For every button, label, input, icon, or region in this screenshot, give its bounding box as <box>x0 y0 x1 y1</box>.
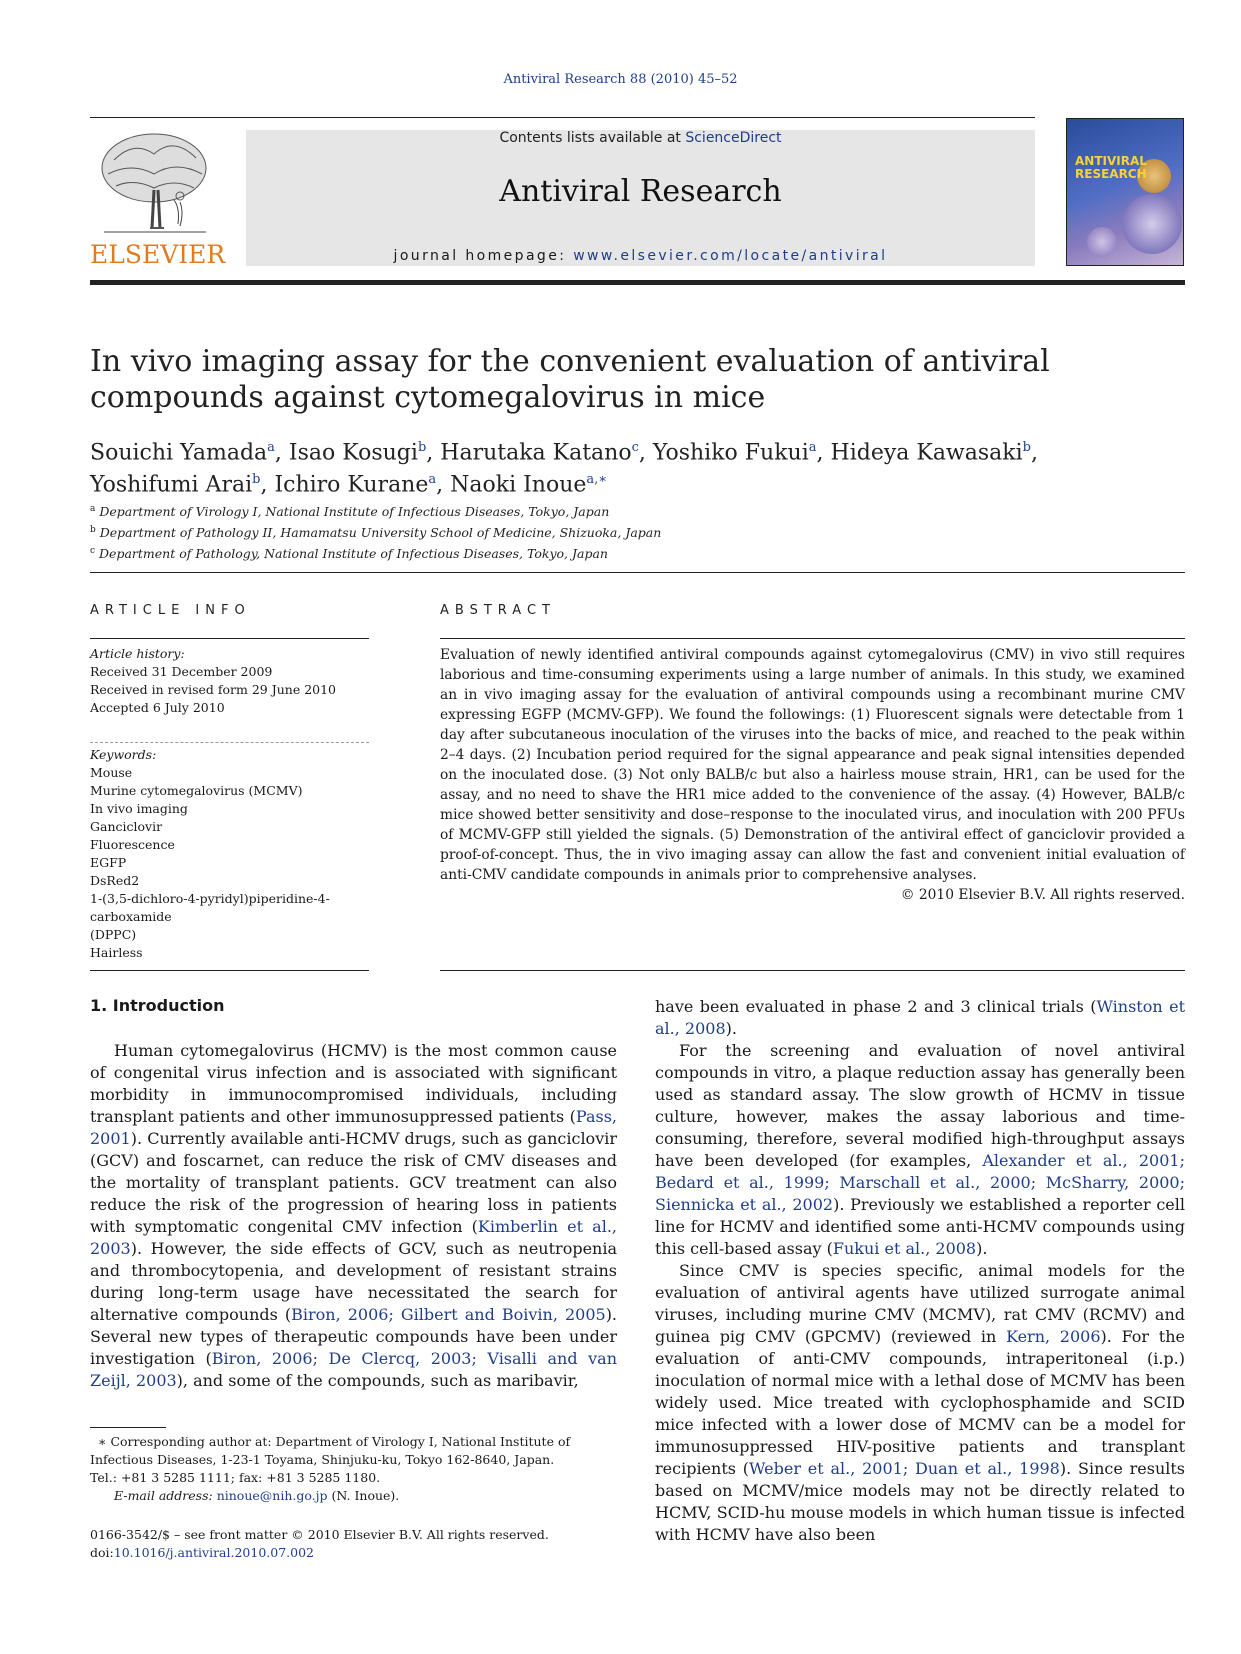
footnote-mark: ∗ <box>97 1434 107 1449</box>
citation-link[interactable]: Alexander et al., 2001; Bedard et al., 1999; Marschall et al., 2000; McSharry, 2000; Siennicka et al., 2002 <box>655 1151 1185 1214</box>
journal-title[interactable]: Antiviral Research <box>499 174 782 209</box>
cover-title: ANTIVIRAL RESEARCH <box>1075 154 1147 181</box>
elsevier-tree-icon <box>94 130 214 238</box>
citation-link[interactable]: Biron, 2006; Gilbert and Boivin, 2005 <box>291 1305 606 1324</box>
paragraph-text: ). For the evaluation of anti-CMV compounds, intraperitoneal (i.p.) inoculation of normal mice with a lethal dose of MCMV has been widely used. Mice treated with cyclophosphamide and SCID mice infected with a lower dose of MCMV can be a model for immunosuppressed HIV-positive patients and transplant recipients ( <box>655 1327 1185 1478</box>
email-label: E-mail address: <box>114 1488 217 1503</box>
doi-link[interactable]: 10.1016/j.antiviral.2010.07.002 <box>113 1545 315 1560</box>
author-name: Harutaka Katano <box>440 440 632 466</box>
keyword: Fluorescence <box>90 837 175 852</box>
author-affiliation-mark[interactable]: c <box>631 440 639 455</box>
body-paragraph <box>90 1040 617 1392</box>
body-paragraph <box>655 1040 1185 1260</box>
publisher-wordmark: ELSEVIER <box>90 240 226 269</box>
abstract-end-rule <box>440 970 1185 971</box>
paragraph-text: ), and some of the compounds, such as maribavir, <box>176 1371 579 1390</box>
corresponding-footnote <box>90 1433 617 1505</box>
history-item: Received in revised form 29 June 2010 <box>90 682 337 697</box>
article-info-end-rule <box>90 970 369 971</box>
author-separator: , <box>1030 440 1038 466</box>
author-affiliation-mark[interactable]: a <box>808 440 817 455</box>
author-affiliation-mark[interactable]: b <box>252 472 261 488</box>
author-name: Isao Kosugi <box>288 440 418 466</box>
contents-prefix: Contents lists available at <box>499 130 686 146</box>
footnote-address: Corresponding author at: Department of Virology I, National Institute of Infectious Diseases, 1-23-1 Toyama, Shinjuku-ku, Tokyo 162-8640, Japan. <box>90 1434 571 1467</box>
history-item: Accepted 6 July 2010 <box>90 700 225 715</box>
paragraph-text: ). Currently available anti-HCMV drugs, such as ganciclovir (GCV) and foscarnet, can reduce the risk of CMV diseases and the mortality of transplant patients. GCV treatment can also reduce the risk of the progression of hearing loss in patients with symptomatic congenital CMV infection ( <box>90 1129 617 1236</box>
keyword: Hairless <box>90 945 143 960</box>
paragraph-text: ). Since results based on MCMV/mice models may not be directly related to HCMV, SCID-hu mouse models in which human tissue is infected with HCMV have also been <box>655 1459 1186 1544</box>
body-paragraph <box>655 1260 1185 1546</box>
keywords <box>90 746 369 962</box>
footnote-text <box>90 1433 617 1469</box>
affiliation-line <box>90 521 1185 542</box>
keyword: Ganciclovir <box>90 819 163 834</box>
affiliation-text: Department of Virology I, National Institute of Infectious Diseases, Tokyo, Japan <box>95 504 610 520</box>
keyword: In vivo imaging <box>90 801 188 816</box>
contents-line <box>246 130 1035 146</box>
citation-link[interactable]: Fukui et al., 2008 <box>832 1239 977 1258</box>
history-item: Received 31 December 2009 <box>90 664 273 679</box>
keyword: Mouse <box>90 765 133 780</box>
citation-link[interactable]: Kimberlin et al., 2003 <box>90 1217 617 1258</box>
author-name: Ichiro Kurane <box>274 472 429 498</box>
doi-line <box>90 1544 617 1562</box>
author-name: Yoshiko Fukui <box>652 440 809 466</box>
front-matter <box>90 1526 617 1562</box>
author-separator: , <box>274 440 289 466</box>
paragraph-text: ). However, the side effects of GCV, such as neutropenia and thrombocytopenia, and development of resistant strains during long-term usage have necessitated the search for alternative compounds ( <box>90 1239 617 1324</box>
homepage-link[interactable]: www.elsevier.com/locate/antiviral <box>573 248 888 264</box>
issn-line: 0166-3542/$ – see front matter © 2010 Elsevier B.V. All rights reserved. <box>90 1527 549 1542</box>
paragraph-text: Human cytomegalovirus (HCMV) is the most common cause of congenital virus infection and is associated with significant morbidity in immunocompromised individuals, including transplant patients and other immunosuppressed patients ( <box>90 1041 617 1126</box>
author-separator: , <box>260 472 275 498</box>
keyword: Murine cytomegalovirus (MCMV) <box>90 783 303 798</box>
author-separator: , <box>816 440 831 466</box>
author-separator: , <box>638 440 653 466</box>
affiliations <box>90 500 1185 563</box>
author-affiliation-mark[interactable]: a <box>428 472 437 488</box>
homepage-prefix: journal homepage: <box>393 248 574 264</box>
email-link[interactable]: ninoue@nih.go.jp <box>216 1488 328 1503</box>
body-column-right <box>655 996 1185 1546</box>
author-name: Hideya Kawasaki <box>830 440 1023 466</box>
article-info-divider <box>90 742 369 743</box>
citation-link[interactable]: Kern, 2006 <box>1006 1327 1101 1346</box>
affiliation-line <box>90 542 1185 563</box>
paragraph-text: Since CMV is species specific, animal models for the evaluation of antiviral agents have utilized surrogate animal viruses, including murine CMV (MCMV), rat CMV (RCMV) and guinea pig CMV (GPCMV) (reviewed in <box>655 1261 1185 1346</box>
keywords-label: Keywords: <box>90 747 157 762</box>
author-separator: , <box>436 472 451 498</box>
section-rule <box>90 572 1185 573</box>
citation-link[interactable]: Pass, 2001 <box>90 1107 617 1148</box>
body-paragraph <box>655 996 1185 1040</box>
cover-cell-shape <box>1122 194 1182 254</box>
citation-link[interactable]: Winston et al., 2008 <box>655 997 1185 1038</box>
abstract-heading: ABSTRACT <box>440 603 556 618</box>
author-affiliation-mark[interactable]: b <box>1022 440 1031 455</box>
paragraph-text: ). Previously we established a reporter cell line for HCMV and identified some anti-HCMV compounds using this cell-based assay ( <box>655 1195 1186 1258</box>
author-name: Yoshifumi Arai <box>90 472 253 498</box>
article-title: In vivo imaging assay for the convenient evaluation of antiviral compounds against cytomegalovirus in mice <box>90 344 1050 415</box>
header-rule <box>90 117 1035 118</box>
citation-link[interactable]: Weber et al., 2001; Duan et al., 1998 <box>749 1459 1060 1478</box>
footnote-phone: Tel.: +81 3 5285 1111; fax: +81 3 5285 1180. <box>90 1470 381 1485</box>
introduction-heading: 1. Introduction <box>90 996 225 1015</box>
author-affiliation-mark[interactable]: a <box>267 440 275 455</box>
affiliation-mark: c <box>90 546 96 557</box>
homepage-line <box>246 248 1035 264</box>
affiliation-text: Department of Pathology, National Institute of Infectious Diseases, Tokyo, Japan <box>95 546 608 562</box>
abstract-copyright: © 2010 Elsevier B.V. All rights reserved. <box>900 887 1185 903</box>
history-label: Article history: <box>90 646 185 661</box>
cover-cell-shape <box>1087 227 1117 257</box>
keyword: DsRed2 <box>90 873 140 888</box>
footnote-email-line <box>90 1487 617 1505</box>
journal-citation[interactable]: Antiviral Research 88 (2010) 45–52 <box>503 72 738 87</box>
author-separator: , <box>426 440 441 466</box>
paragraph-text: ). Several new types of therapeutic compounds have been under investigation ( <box>90 1305 618 1368</box>
keyword: (DPPC) <box>90 927 137 942</box>
affiliation-mark: a <box>90 504 96 514</box>
paragraph-text: ). <box>976 1239 988 1258</box>
article-history <box>90 645 369 717</box>
author-affiliation-mark[interactable]: a,∗ <box>586 472 608 488</box>
affiliation-text: Department of Pathology II, Hamamatsu University School of Medicine, Shizuoka, Japan <box>95 525 662 541</box>
keyword: EGFP <box>90 855 127 870</box>
footnote-rule <box>90 1427 166 1428</box>
author-name: Naoki Inoue <box>450 472 587 498</box>
article-info-rule <box>90 638 369 639</box>
abstract-text: Evaluation of newly identified antiviral compounds against cytomegalovirus (CMV) in vivo still requires laborious and time-consuming experiments using a large number of animals. In this study, we examined an in vivo imaging assay for the evaluation of antiviral compounds using a recombinant murine CMV expressing EGFP (MCMV-GFP). We found the followings: (1) Fluorescent signals were detectable from 1 day after subcutaneous inoculation of the viruses into the backs of mice, and reached to the peak within 2–4 days. (2) Incubation period required for the signal appearance and peak signal intensities depended on the inoculated dose. (3) Not only BALB/c but also a hairless mouse strain, HR1, can be used for the assay, and no need to shave the HR1 mice added to the convenience of the assay. (4) However, BALB/c mice showed better sensitivity and dose–response to the inoculated virus, and inoculation with 200 PFUs of MCMV-GFP still yielded the signals. (5) Demonstration of the antiviral effect of ganciclovir provided a proof-of-concept. Thus, the in vivo imaging assay can allow the fast and convenient initial evaluation of anti-CMV candidate compounds in animals prior to comprehensive analyses. <box>440 647 1185 883</box>
body-column-left <box>90 1040 617 1392</box>
affiliation-line <box>90 500 1185 521</box>
keyword: carboxamide <box>90 909 172 924</box>
author-affiliation-mark[interactable]: b <box>417 440 427 455</box>
keyword: 1-(3,5-dichloro-4-pyridyl)piperidine-4- <box>90 891 330 906</box>
affiliation-mark: b <box>90 525 96 536</box>
journal-cover-image[interactable] <box>1066 118 1184 266</box>
abstract-body <box>440 645 1185 905</box>
email-suffix: (N. Inoue). <box>327 1488 400 1503</box>
article-info-heading: ARTICLE INFO <box>90 603 251 618</box>
abstract-rule <box>440 638 1185 639</box>
header-thick-rule <box>90 280 1185 285</box>
sciencedirect-link[interactable]: ScienceDirect <box>685 130 782 146</box>
journal-banner <box>246 130 1035 266</box>
doi-prefix: doi: <box>90 1545 114 1560</box>
author-list <box>90 434 1185 499</box>
paragraph-text: For the screening and evaluation of novel antiviral compounds in vitro, a plaque reduction assay has generally been used as standard assay. The slow growth of HCMV in tissue culture, however, makes the assay laborious and time-consuming, therefore, several modified high-throughput assays have been developed (for examples, <box>655 1041 1185 1170</box>
paragraph-text: have been evaluated in phase 2 and 3 clinical trials ( <box>655 997 1097 1016</box>
elsevier-logo[interactable] <box>90 130 226 270</box>
author-name: Souichi Yamada <box>90 440 268 466</box>
citation-link[interactable]: Biron, 2006; De Clercq, 2003; Visalli and van Zeijl, 2003 <box>90 1349 618 1390</box>
paragraph-text: ). <box>725 1019 737 1038</box>
